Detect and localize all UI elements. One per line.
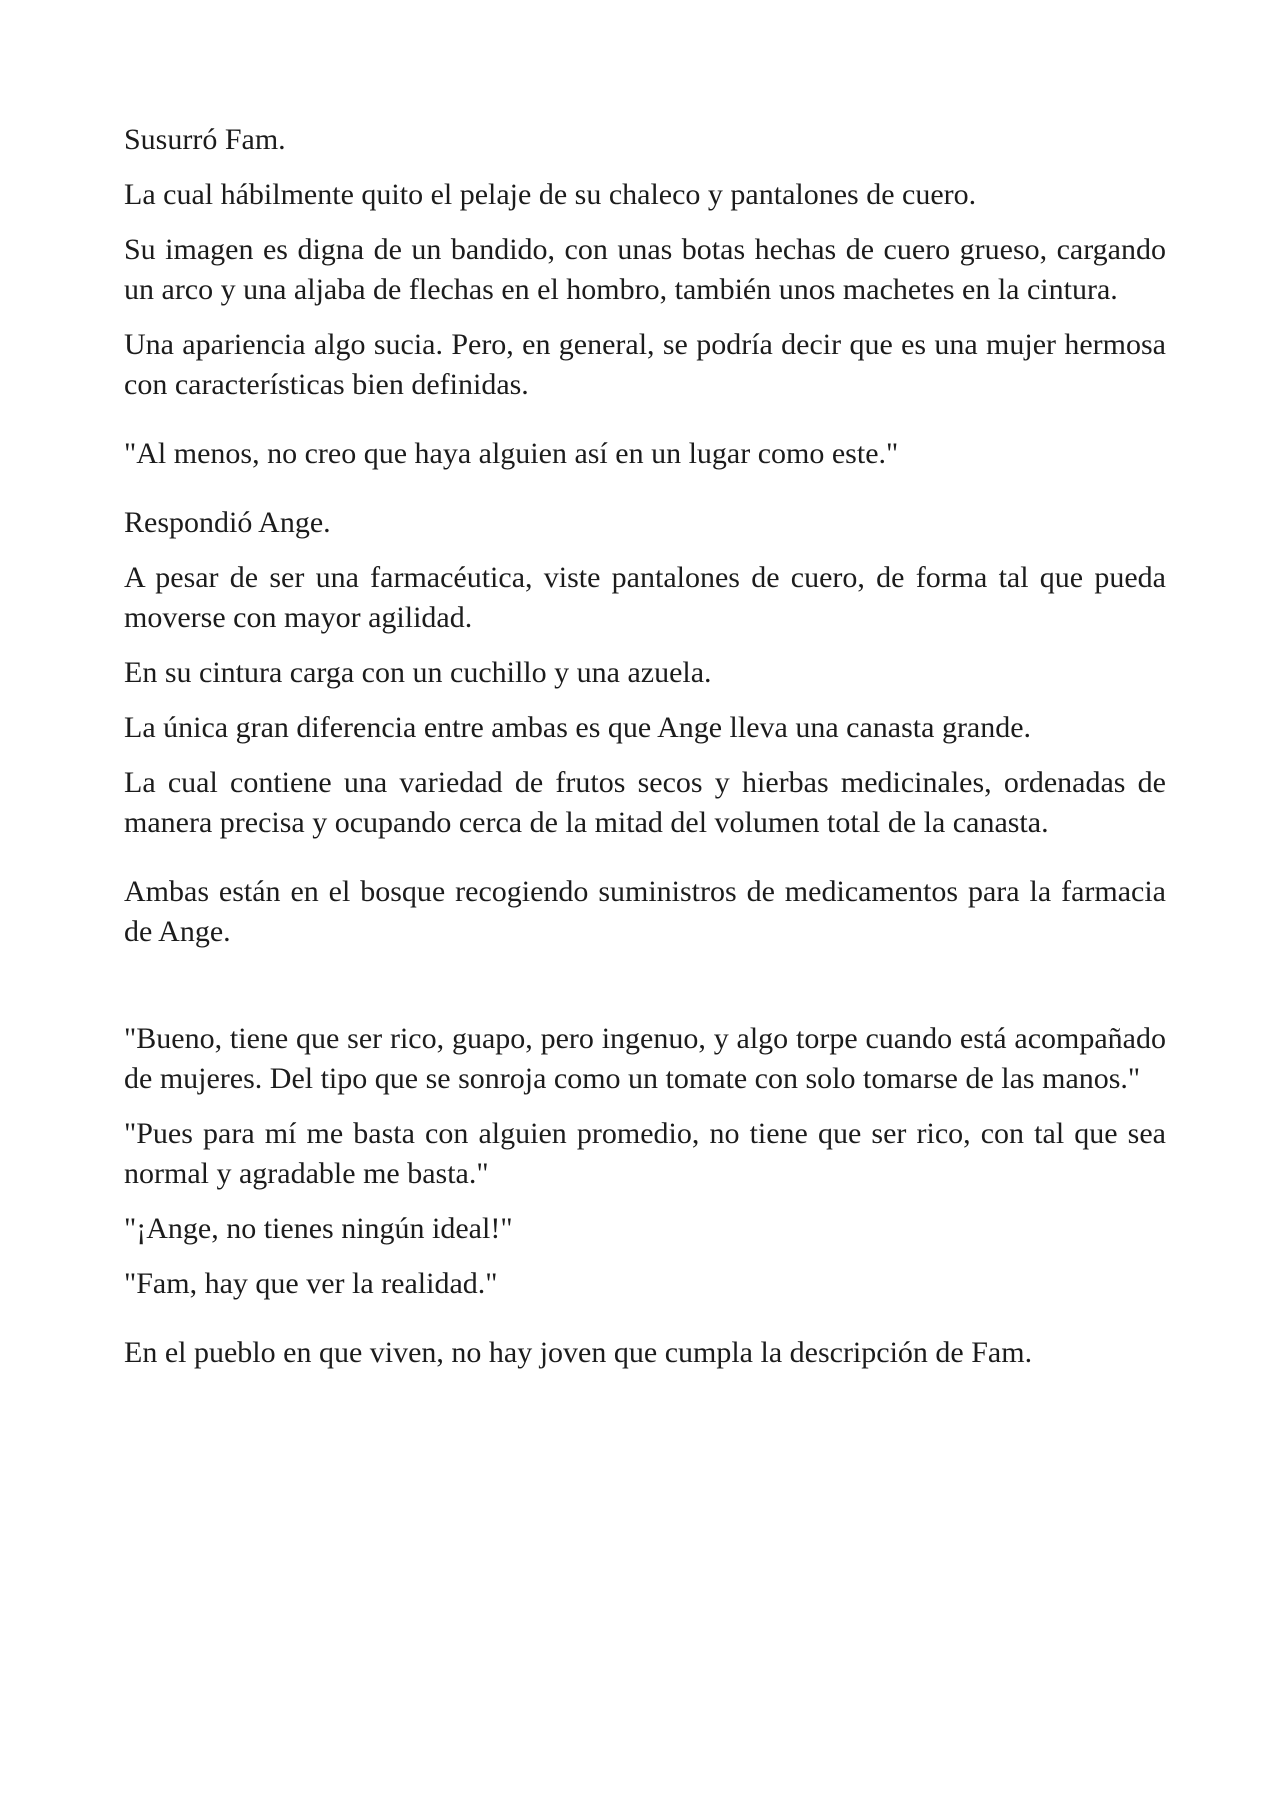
paragraph: "Bueno, tiene que ser rico, guapo, pero ingenuo, y algo torpe cuando está acompañado de mujeres. Del tipo que se sonroja como un tomate con solo tomarse de las manos.": [124, 1022, 1166, 1095]
paragraph: "Pues para mí me basta con alguien promedio, no tiene que ser rico, con tal que sea normal y agradable me basta.": [124, 1117, 1166, 1190]
paragraph: Su imagen es digna de un bandido, con unas botas hechas de cuero grueso, cargando un arco y una aljaba de flechas en el hombro, también unos machetes en la cintura.: [124, 233, 1166, 306]
paragraph: Susurró Fam.: [124, 123, 286, 156]
paragraph: En el pueblo en que viven, no hay joven que cumpla la descripción de Fam.: [124, 1336, 1033, 1369]
paragraph: Respondió Ange.: [124, 506, 331, 539]
paragraph: En su cintura carga con un cuchillo y una azuela.: [124, 656, 712, 689]
paragraph: La cual hábilmente quito el pelaje de su chaleco y pantalones de cuero.: [124, 178, 977, 211]
paragraph: "Fam, hay que ver la realidad.": [124, 1267, 498, 1300]
paragraph: Una apariencia algo sucia. Pero, en general, se podría decir que es una mujer hermosa con características bien definidas.: [124, 328, 1166, 401]
paragraph: La cual contiene una variedad de frutos secos y hierbas medicinales, ordenadas de manera precisa y ocupando cerca de la mitad del volumen total de la canasta.: [124, 766, 1166, 839]
document-page: [124, 120, 1166, 1388]
paragraph: "Al menos, no creo que haya alguien así en un lugar como este.": [124, 437, 899, 470]
paragraph: La única gran diferencia entre ambas es que Ange lleva una canasta grande.: [124, 711, 1032, 744]
paragraph: Ambas están en el bosque recogiendo suministros de medicamentos para la farmacia de Ange.: [124, 875, 1166, 948]
paragraph: "¡Ange, no tienes ningún ideal!": [124, 1212, 513, 1245]
paragraph: A pesar de ser una farmacéutica, viste pantalones de cuero, de forma tal que pueda moverse con mayor agilidad.: [124, 561, 1166, 634]
